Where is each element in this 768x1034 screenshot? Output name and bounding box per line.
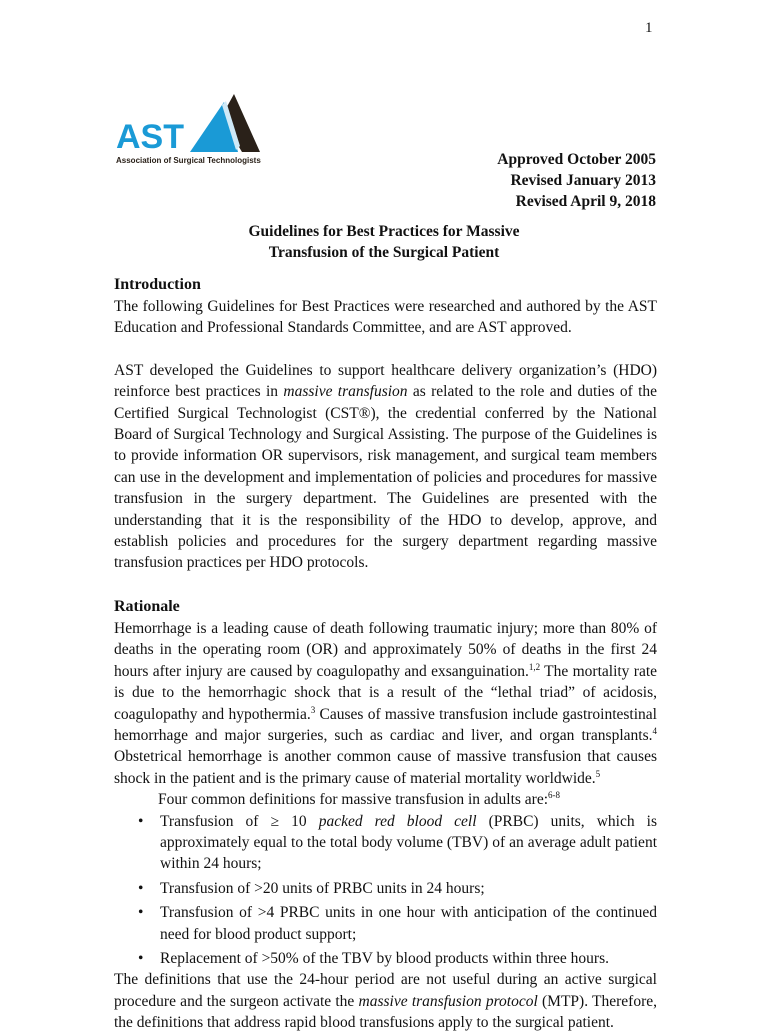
text-run: Obstetrical hemorrhage is another common cause of massive transfusion that causes shock in the patient and is the primary cause of material mortality worldwide. [114,748,657,787]
document-title [0,221,768,263]
section-heading-introduction: Introduction [114,276,201,293]
citation-superscript: 3 [310,704,316,715]
text-run: The mortality rate is due to the hemorrhagic shock that is a result of the “lethal triad” of acidosis, coagulopathy and hypothermia. [114,662,658,723]
bullet-icon: • [138,812,144,830]
list-item [114,811,657,875]
logo-subtitle: Association of Surgical Technologists [116,156,261,165]
text-run: Replacement of >50% of the TBV by blood products within three hours. [160,949,609,967]
text-run: AST developed the Guidelines to support healthcare delivery organization’s (HDO) reinforce best practices in [114,361,657,401]
text-run: (PRBC) units, which is approximately equal to the total body volume (TBV) of an average adult patient within 24 hours; [160,812,658,873]
text-run: Four common definitions for massive transfusion in adults are: [158,791,549,809]
text-run: Hemorrhage is a leading cause of death following traumatic injury; more than 80% of deaths in the operating room (OR) and approximately 50% of deaths in the first 24 hours after injury are caused by coagulopathy and exsanguination. [114,619,657,680]
list-intro [114,789,657,810]
citation-superscript: 6-8 [548,790,561,801]
paragraph [114,296,657,339]
citation-superscript: 5 [595,768,601,779]
text-run: The following Guidelines for Best Practices were researched and authored by the AST Education and Professional Standards Committee, and are AST approved. [114,298,657,337]
bullet-icon: • [138,904,144,922]
text-run: Transfusion of ≥ 10 [160,812,319,830]
title-line: Guidelines for Best Practices for Massive [248,223,520,240]
list-item [114,948,657,969]
section-heading-rationale: Rationale [114,597,180,615]
text-run: Transfusion of >4 PRBC units in one hour with anticipation of the continued need for blood product support; [160,904,657,943]
text-run: as related to the role and duties of the Certified Surgical Technologist (CST®), the credential conferred by the National Board of Surgical Technology and Surgical Assisting. The purpose of the Guidelines is to provide information OR supervisors, risk management, and surgical team members can use in the development and implementation of policies and procedures for massive transfusion in the surgery department. The Guidelines are presented with the understanding that it is the responsibility of the HDO to develop, approve, and establish policies and procedures for the surgery department regarding massive transfusion practices per HDO protocols. [114,383,658,572]
paragraph [114,618,657,789]
list-item [114,902,657,945]
approved-date: Approved October 2005 [497,151,656,168]
ast-logo [114,88,264,168]
list-item [114,878,657,899]
italic-term: massive transfusion protocol [358,992,538,1010]
title-line: Transfusion of the Surgical Patient [268,244,500,261]
bullet-icon: • [138,879,144,897]
document-body [114,274,657,1034]
text-run: (MTP). Therefore, the definitions that address rapid blood transfusions apply to the surgical patient. [114,992,657,1032]
italic-term: packed red blood cell [318,812,477,830]
bullet-icon: • [138,949,144,967]
revised-date: Revised April 9, 2018 [515,193,656,210]
revised-date: Revised January 2013 [510,172,656,189]
text-run: Transfusion of >20 units of PRBC units in 24 hours; [160,879,485,897]
text-run: The definitions that use the 24-hour period are not useful during an active surgical procedure and the surgeon activate the [114,971,657,1010]
definitions-list [114,811,657,970]
logo-text: AST [116,118,184,156]
citation-superscript: 1,2 [528,661,541,672]
text-run: Causes of massive transfusion include gastrointestinal hemorrhage and major surgeries, such as cardiac and liver, and organ transplants. [114,705,657,744]
paragraph [114,360,657,574]
italic-term: massive transfusion [283,383,408,401]
page-number: 1 [645,20,653,36]
approval-dates [497,149,656,212]
citation-superscript: 4 [652,725,657,736]
